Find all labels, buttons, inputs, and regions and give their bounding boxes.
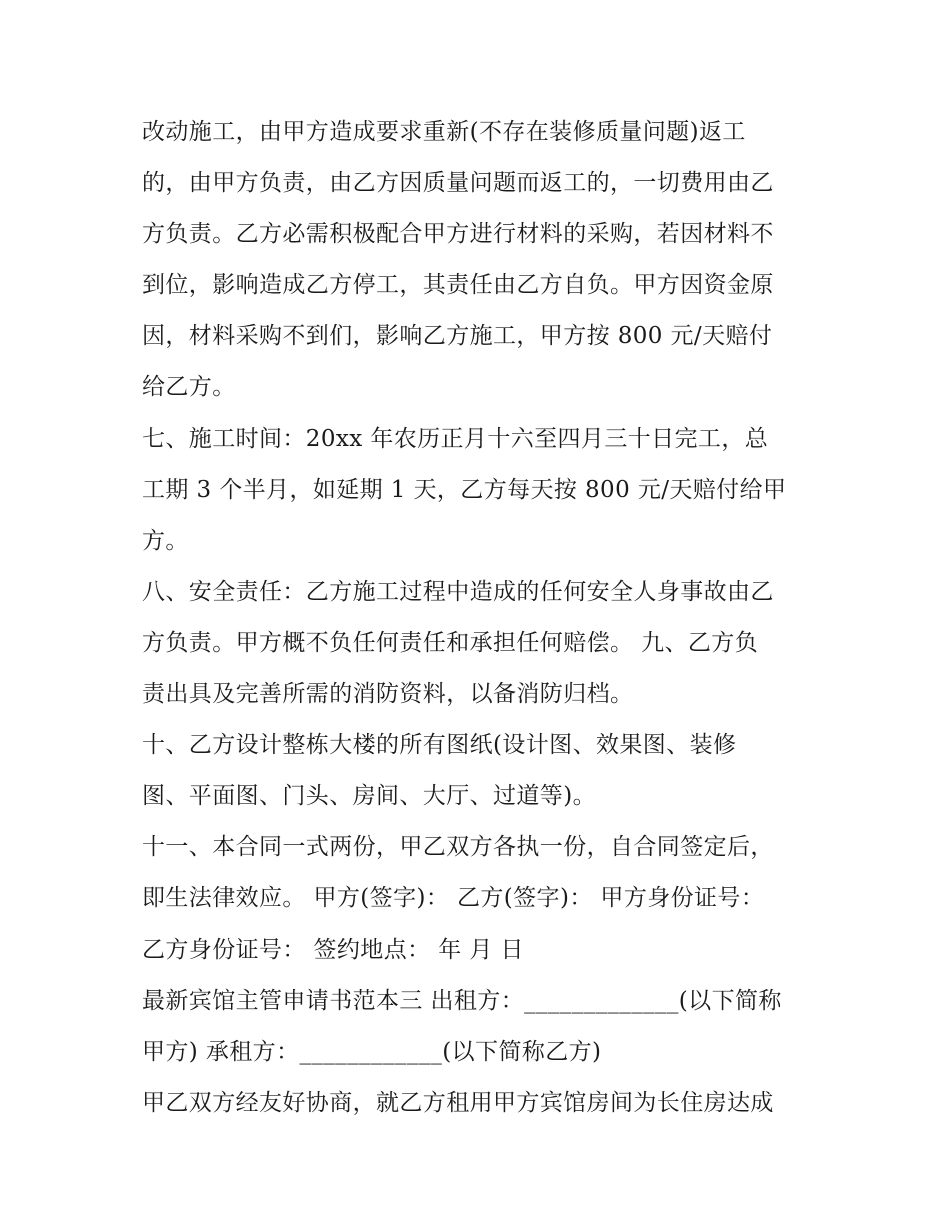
text-line-18: 最新宾馆主管申请书范本三 出租方：_____________(以下简称: [142, 987, 782, 1014]
text-line-16: 即生法律效应。 甲方(签字)： 乙方(签字)： 甲方身份证号：: [142, 885, 765, 912]
text-line-5: 因，材料采购不到们，影响乙方施工，甲方按 800 元/天赔付: [142, 323, 773, 350]
text-line-15: 十一、本合同一式两份，甲乙双方各执一份，自合同签定后，: [142, 834, 774, 861]
text-line-4: 到位，影响造成乙方停工，其责任由乙方自负。甲方因资金原: [142, 272, 774, 299]
text-line-13: 十、乙方设计整栋大楼的所有图纸(设计图、效果图、装修: [142, 732, 737, 759]
text-line-14: 图、平面图、门头、房间、大厅、过道等)。: [142, 783, 596, 810]
text-line-8: 工期 3 个半月，如延期 1 天，乙方每天按 800 元/天赔付给甲: [142, 476, 787, 503]
text-line-17: 乙方身份证号： 签约地点： 年 月 日: [142, 936, 524, 963]
text-line-6: 给乙方。: [142, 374, 236, 401]
text-line-19: 甲方) 承租方：____________(以下简称乙方): [142, 1038, 602, 1065]
text-line-3: 方负责。乙方必需积极配合甲方进行材料的采购，若因材料不: [142, 221, 774, 248]
text-line-9: 方。: [142, 527, 189, 554]
text-line-20: 甲乙双方经友好协商，就乙方租用甲方宾馆房间为长住房达成: [142, 1089, 774, 1116]
text-line-10: 八、安全责任：乙方施工过程中造成的任何安全人身事故由乙: [142, 578, 774, 605]
text-line-1: 改动施工，由甲方造成要求重新(不存在装修质量问题)返工: [142, 119, 746, 145]
contract-text: [142, 107, 822, 1129]
text-line-11: 方负责。甲方概不负任何责任和承担任何赔偿。 九、乙方负: [142, 629, 759, 656]
text-line-7: 七、施工时间：20xx 年农历正月十六至四月三十日完工，总: [142, 425, 769, 452]
text-line-12: 责出具及完善所需的消防资料，以备消防归档。: [142, 681, 634, 708]
text-line-2: 的，由甲方负责，由乙方因质量问题而返工的，一切费用由乙: [142, 170, 774, 197]
